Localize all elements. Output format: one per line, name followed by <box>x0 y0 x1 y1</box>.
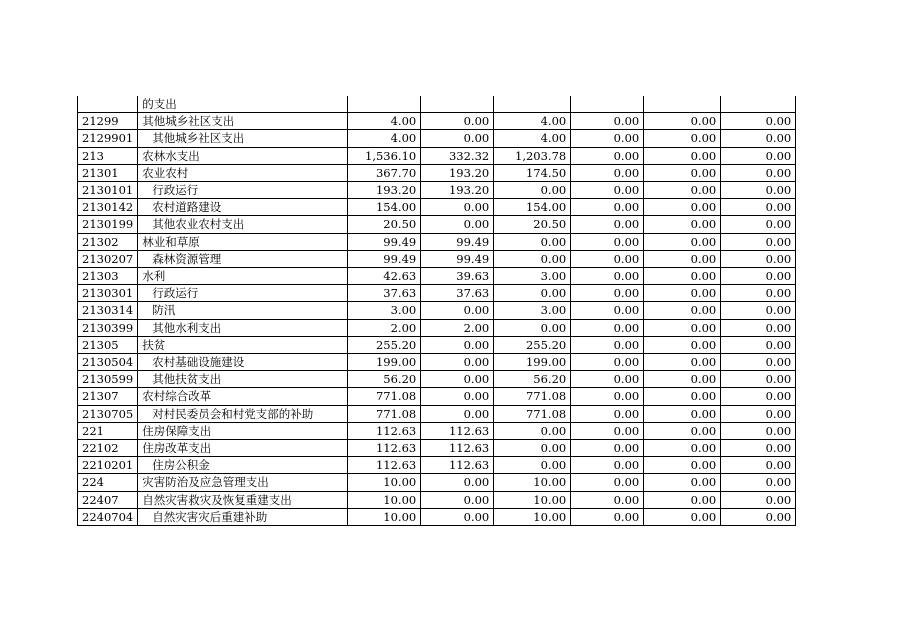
amount-cell-col-2: 0.00 <box>421 508 494 525</box>
subject-name-cell: 农林水支出 <box>138 147 348 164</box>
amount-cell-col-3: 174.50 <box>494 164 571 181</box>
amount-cell-col-3: 56.20 <box>494 371 571 388</box>
subject-name-cell: 的支出 <box>138 96 348 113</box>
amount-cell-col-3: 154.00 <box>494 199 571 216</box>
amount-cell-col-2: 0.00 <box>421 130 494 147</box>
amount-cell-col-4: 0.00 <box>571 268 644 285</box>
amount-cell-col-5: 0.00 <box>644 319 721 336</box>
amount-cell-col-2: 332.32 <box>421 147 494 164</box>
amount-cell-col-3: 0.00 <box>494 285 571 302</box>
amount-cell-col-1: 255.20 <box>348 336 421 353</box>
amount-cell-col-3: 255.20 <box>494 336 571 353</box>
amount-cell-col-6: 0.00 <box>721 130 796 147</box>
table-row <box>78 388 796 405</box>
amount-cell-col-6: 0.00 <box>721 388 796 405</box>
amount-cell-col-4: 0.00 <box>571 474 644 491</box>
amount-cell-col-5: 0.00 <box>644 164 721 181</box>
table-row <box>78 285 796 302</box>
amount-cell-col-4: 0.00 <box>571 233 644 250</box>
subject-name-cell: 水利 <box>138 268 348 285</box>
subject-code-cell: 2130301 <box>78 285 138 302</box>
subject-name-cell: 农村综合改革 <box>138 388 348 405</box>
subject-name-cell: 农村基础设施建设 <box>138 354 348 371</box>
amount-cell-col-6: 0.00 <box>721 457 796 474</box>
subject-name-cell: 其他水利支出 <box>138 319 348 336</box>
amount-cell-col-5: 0.00 <box>644 182 721 199</box>
amount-cell-col-4: 0.00 <box>571 216 644 233</box>
amount-cell-col-6: 0.00 <box>721 182 796 199</box>
amount-cell-col-4: 0.00 <box>571 113 644 130</box>
amount-cell-col-6: 0.00 <box>721 336 796 353</box>
amount-cell-col-1: 3.00 <box>348 302 421 319</box>
table-row <box>78 216 796 233</box>
amount-cell-col-3: 10.00 <box>494 474 571 491</box>
subject-code-cell: 224 <box>78 474 138 491</box>
amount-cell-col-6: 0.00 <box>721 405 796 422</box>
amount-cell-col-2: 0.00 <box>421 405 494 422</box>
subject-name-cell: 其他城乡社区支出 <box>138 113 348 130</box>
amount-cell-col-3: 0.00 <box>494 422 571 439</box>
table-row <box>78 302 796 319</box>
budget-table-container <box>77 96 796 526</box>
amount-cell-col-2: 112.63 <box>421 422 494 439</box>
subject-name-cell: 林业和草原 <box>138 233 348 250</box>
amount-cell-col-5: 0.00 <box>644 302 721 319</box>
amount-cell-col-3: 1,203.78 <box>494 147 571 164</box>
amount-cell-col-5: 0.00 <box>644 354 721 371</box>
amount-cell-col-2: 0.00 <box>421 388 494 405</box>
amount-cell-col-2: 0.00 <box>421 474 494 491</box>
amount-cell-col-3: 0.00 <box>494 440 571 457</box>
amount-cell-col-3: 3.00 <box>494 302 571 319</box>
subject-name-cell: 住房保障支出 <box>138 422 348 439</box>
subject-name-cell: 农业农村 <box>138 164 348 181</box>
amount-cell-col-2: 0.00 <box>421 216 494 233</box>
amount-cell-col-2: 193.20 <box>421 182 494 199</box>
amount-cell-col-2: 0.00 <box>421 354 494 371</box>
amount-cell-col-1: 20.50 <box>348 216 421 233</box>
amount-cell-col-5: 0.00 <box>644 474 721 491</box>
amount-cell-col-1: 99.49 <box>348 250 421 267</box>
amount-cell-col-5: 0.00 <box>644 130 721 147</box>
subject-name-cell: 灾害防治及应急管理支出 <box>138 474 348 491</box>
table-row <box>78 250 796 267</box>
amount-cell-col-6: 0.00 <box>721 285 796 302</box>
amount-cell-col-1: 367.70 <box>348 164 421 181</box>
amount-cell-col-5: 0.00 <box>644 199 721 216</box>
table-row <box>78 405 796 422</box>
amount-cell-col-6: 0.00 <box>721 319 796 336</box>
subject-code-cell: 2130207 <box>78 250 138 267</box>
amount-cell-col-5: 0.00 <box>644 388 721 405</box>
amount-cell-col-4: 0.00 <box>571 440 644 457</box>
table-row <box>78 319 796 336</box>
amount-cell-col-1: 4.00 <box>348 130 421 147</box>
amount-cell-col-4: 0.00 <box>571 457 644 474</box>
amount-cell-col-6: 0.00 <box>721 371 796 388</box>
amount-cell-col-5: 0.00 <box>644 216 721 233</box>
amount-cell-col-2: 112.63 <box>421 457 494 474</box>
subject-name-cell: 住房公积金 <box>138 457 348 474</box>
amount-cell-col-5: 0.00 <box>644 268 721 285</box>
amount-cell-col-5: 0.00 <box>644 113 721 130</box>
amount-cell-col-6: 0.00 <box>721 491 796 508</box>
table-row <box>78 233 796 250</box>
amount-cell-col-4: 0.00 <box>571 147 644 164</box>
amount-cell-col-6: 0.00 <box>721 233 796 250</box>
subject-name-cell: 农村道路建设 <box>138 199 348 216</box>
subject-code-cell <box>78 96 138 113</box>
subject-code-cell: 2130314 <box>78 302 138 319</box>
table-row <box>78 457 796 474</box>
amount-cell-col-6: 0.00 <box>721 422 796 439</box>
subject-code-cell: 22407 <box>78 491 138 508</box>
amount-cell-col-2: 99.49 <box>421 250 494 267</box>
amount-cell-col-6: 0.00 <box>721 268 796 285</box>
amount-cell-col-6: 0.00 <box>721 440 796 457</box>
subject-code-cell: 21301 <box>78 164 138 181</box>
amount-cell-col-4: 0.00 <box>571 422 644 439</box>
amount-cell-col-1: 10.00 <box>348 474 421 491</box>
amount-cell-col-3: 0.00 <box>494 319 571 336</box>
amount-cell-col-5: 0.00 <box>644 422 721 439</box>
subject-code-cell: 213 <box>78 147 138 164</box>
subject-name-cell: 防汛 <box>138 302 348 319</box>
subject-code-cell: 21307 <box>78 388 138 405</box>
amount-cell-col-5: 0.00 <box>644 371 721 388</box>
amount-cell-col-5 <box>644 96 721 113</box>
amount-cell-col-4: 0.00 <box>571 130 644 147</box>
amount-cell-col-2: 0.00 <box>421 491 494 508</box>
amount-cell-col-6: 0.00 <box>721 113 796 130</box>
table-body <box>78 96 796 526</box>
amount-cell-col-1: 1,536.10 <box>348 147 421 164</box>
subject-name-cell: 行政运行 <box>138 182 348 199</box>
amount-cell-col-3 <box>494 96 571 113</box>
subject-name-cell: 对村民委员会和村党支部的补助 <box>138 405 348 422</box>
table-row <box>78 354 796 371</box>
amount-cell-col-5: 0.00 <box>644 250 721 267</box>
amount-cell-col-3: 0.00 <box>494 250 571 267</box>
subject-name-cell: 自然灾害灾后重建补助 <box>138 508 348 525</box>
amount-cell-col-1: 193.20 <box>348 182 421 199</box>
table-row <box>78 474 796 491</box>
amount-cell-col-3: 771.08 <box>494 405 571 422</box>
amount-cell-col-1: 56.20 <box>348 371 421 388</box>
table-row <box>78 182 796 199</box>
table-row <box>78 336 796 353</box>
amount-cell-col-6: 0.00 <box>721 508 796 525</box>
table-row <box>78 268 796 285</box>
amount-cell-col-4: 0.00 <box>571 388 644 405</box>
subject-name-cell: 其他城乡社区支出 <box>138 130 348 147</box>
amount-cell-col-1: 10.00 <box>348 508 421 525</box>
table-row <box>78 440 796 457</box>
amount-cell-col-4: 0.00 <box>571 182 644 199</box>
amount-cell-col-4: 0.00 <box>571 285 644 302</box>
amount-cell-col-2: 0.00 <box>421 336 494 353</box>
amount-cell-col-5: 0.00 <box>644 147 721 164</box>
amount-cell-col-1: 112.63 <box>348 422 421 439</box>
subject-code-cell: 2130101 <box>78 182 138 199</box>
amount-cell-col-3: 4.00 <box>494 130 571 147</box>
amount-cell-col-2: 2.00 <box>421 319 494 336</box>
subject-code-cell: 2129901 <box>78 130 138 147</box>
amount-cell-col-1: 99.49 <box>348 233 421 250</box>
amount-cell-col-1: 10.00 <box>348 491 421 508</box>
table-row <box>78 96 796 113</box>
amount-cell-col-5: 0.00 <box>644 336 721 353</box>
subject-code-cell: 2130705 <box>78 405 138 422</box>
amount-cell-col-5: 0.00 <box>644 285 721 302</box>
amount-cell-col-2: 39.63 <box>421 268 494 285</box>
amount-cell-col-5: 0.00 <box>644 405 721 422</box>
amount-cell-col-5: 0.00 <box>644 457 721 474</box>
amount-cell-col-2: 37.63 <box>421 285 494 302</box>
subject-name-cell: 住房改革支出 <box>138 440 348 457</box>
table-row <box>78 371 796 388</box>
amount-cell-col-6: 0.00 <box>721 354 796 371</box>
amount-cell-col-3: 771.08 <box>494 388 571 405</box>
subject-code-cell: 2130399 <box>78 319 138 336</box>
subject-code-cell: 2130142 <box>78 199 138 216</box>
amount-cell-col-6: 0.00 <box>721 216 796 233</box>
amount-cell-col-1: 2.00 <box>348 319 421 336</box>
amount-cell-col-6: 0.00 <box>721 474 796 491</box>
amount-cell-col-1: 42.63 <box>348 268 421 285</box>
amount-cell-col-3: 4.00 <box>494 113 571 130</box>
table-row <box>78 130 796 147</box>
amount-cell-col-3: 10.00 <box>494 508 571 525</box>
table-row <box>78 508 796 525</box>
subject-code-cell: 21299 <box>78 113 138 130</box>
amount-cell-col-1: 4.00 <box>348 113 421 130</box>
amount-cell-col-2: 0.00 <box>421 371 494 388</box>
subject-code-cell: 2240704 <box>78 508 138 525</box>
amount-cell-col-1: 771.08 <box>348 405 421 422</box>
table-row <box>78 199 796 216</box>
table-row <box>78 147 796 164</box>
subject-code-cell: 21302 <box>78 233 138 250</box>
subject-code-cell: 22102 <box>78 440 138 457</box>
amount-cell-col-4: 0.00 <box>571 405 644 422</box>
amount-cell-col-1: 37.63 <box>348 285 421 302</box>
budget-expenditure-table <box>77 96 796 526</box>
amount-cell-col-4: 0.00 <box>571 336 644 353</box>
amount-cell-col-6 <box>721 96 796 113</box>
amount-cell-col-6: 0.00 <box>721 250 796 267</box>
subject-name-cell: 扶贫 <box>138 336 348 353</box>
amount-cell-col-4: 0.00 <box>571 491 644 508</box>
amount-cell-col-5: 0.00 <box>644 491 721 508</box>
subject-name-cell: 森林资源管理 <box>138 250 348 267</box>
amount-cell-col-4: 0.00 <box>571 371 644 388</box>
subject-name-cell: 其他农业农村支出 <box>138 216 348 233</box>
subject-code-cell: 2210201 <box>78 457 138 474</box>
amount-cell-col-3: 10.00 <box>494 491 571 508</box>
table-row <box>78 491 796 508</box>
amount-cell-col-2: 112.63 <box>421 440 494 457</box>
amount-cell-col-6: 0.00 <box>721 164 796 181</box>
amount-cell-col-1: 112.63 <box>348 440 421 457</box>
table-row <box>78 164 796 181</box>
amount-cell-col-6: 0.00 <box>721 147 796 164</box>
amount-cell-col-5: 0.00 <box>644 233 721 250</box>
subject-name-cell: 其他扶贫支出 <box>138 371 348 388</box>
subject-code-cell: 21303 <box>78 268 138 285</box>
amount-cell-col-2: 99.49 <box>421 233 494 250</box>
amount-cell-col-4: 0.00 <box>571 199 644 216</box>
subject-name-cell: 自然灾害救灾及恢复重建支出 <box>138 491 348 508</box>
amount-cell-col-6: 0.00 <box>721 302 796 319</box>
amount-cell-col-4: 0.00 <box>571 508 644 525</box>
amount-cell-col-5: 0.00 <box>644 440 721 457</box>
amount-cell-col-3: 0.00 <box>494 233 571 250</box>
amount-cell-col-1: 199.00 <box>348 354 421 371</box>
amount-cell-col-2: 0.00 <box>421 302 494 319</box>
amount-cell-col-4: 0.00 <box>571 250 644 267</box>
subject-code-cell: 2130199 <box>78 216 138 233</box>
subject-code-cell: 221 <box>78 422 138 439</box>
amount-cell-col-6: 0.00 <box>721 199 796 216</box>
subject-code-cell: 2130504 <box>78 354 138 371</box>
table-row <box>78 422 796 439</box>
amount-cell-col-2 <box>421 96 494 113</box>
amount-cell-col-4: 0.00 <box>571 164 644 181</box>
subject-code-cell: 2130599 <box>78 371 138 388</box>
amount-cell-col-4: 0.00 <box>571 319 644 336</box>
amount-cell-col-3: 20.50 <box>494 216 571 233</box>
subject-code-cell: 21305 <box>78 336 138 353</box>
amount-cell-col-1: 771.08 <box>348 388 421 405</box>
amount-cell-col-3: 0.00 <box>494 182 571 199</box>
amount-cell-col-3: 0.00 <box>494 457 571 474</box>
amount-cell-col-2: 193.20 <box>421 164 494 181</box>
amount-cell-col-4 <box>571 96 644 113</box>
amount-cell-col-2: 0.00 <box>421 199 494 216</box>
amount-cell-col-1: 112.63 <box>348 457 421 474</box>
amount-cell-col-3: 3.00 <box>494 268 571 285</box>
amount-cell-col-5: 0.00 <box>644 508 721 525</box>
amount-cell-col-3: 199.00 <box>494 354 571 371</box>
amount-cell-col-1: 154.00 <box>348 199 421 216</box>
amount-cell-col-2: 0.00 <box>421 113 494 130</box>
table-row <box>78 113 796 130</box>
amount-cell-col-4: 0.00 <box>571 302 644 319</box>
subject-name-cell: 行政运行 <box>138 285 348 302</box>
amount-cell-col-4: 0.00 <box>571 354 644 371</box>
amount-cell-col-1 <box>348 96 421 113</box>
